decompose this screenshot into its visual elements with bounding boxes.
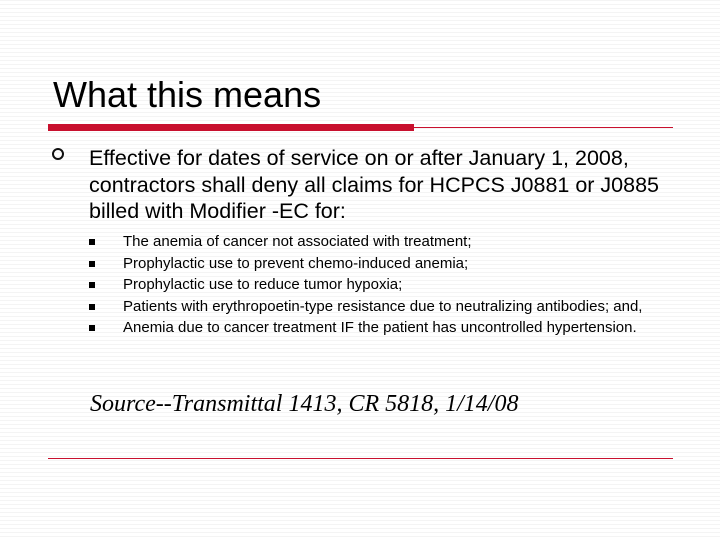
list-item-text: The anemia of cancer not associated with treatment; bbox=[123, 233, 472, 250]
filled-square-icon bbox=[89, 304, 95, 310]
list-item-text: Prophylactic use to prevent chemo-induced anemia; bbox=[123, 254, 469, 272]
list-item-text: Anemia due to cancer treatment IF the patient has uncontrolled hypertension. bbox=[123, 319, 637, 337]
list-item bbox=[89, 297, 649, 316]
source-citation: Source--Transmittal 1413, CR 5818, 1/14/08 bbox=[90, 391, 519, 417]
slide-title: What this means bbox=[53, 74, 322, 115]
footer-rule bbox=[48, 458, 673, 459]
main-bullet-text: Effective for dates of service on or after January 1, 2008, contractors shall deny all claims for HCPCS J0881 or J0885 billed with Modifier -EC for: bbox=[89, 146, 660, 223]
list-item-text: Patients with erythropoetin-type resistance due to neutralizing antibodies; and, bbox=[123, 297, 643, 315]
list-item bbox=[89, 275, 649, 294]
list-item-text: Prophylactic use to reduce tumor hypoxia; bbox=[123, 276, 403, 294]
hollow-circle-icon bbox=[52, 148, 64, 160]
title-underline-thick bbox=[48, 124, 414, 131]
list-item bbox=[89, 232, 649, 251]
title-underline-thin bbox=[414, 127, 673, 128]
list-item bbox=[89, 318, 649, 337]
filled-square-icon bbox=[89, 261, 95, 267]
list-item bbox=[89, 254, 649, 273]
filled-square-icon bbox=[89, 325, 95, 331]
filled-square-icon bbox=[89, 239, 95, 245]
filled-square-icon bbox=[89, 282, 95, 288]
sub-bullet-list bbox=[89, 232, 649, 340]
